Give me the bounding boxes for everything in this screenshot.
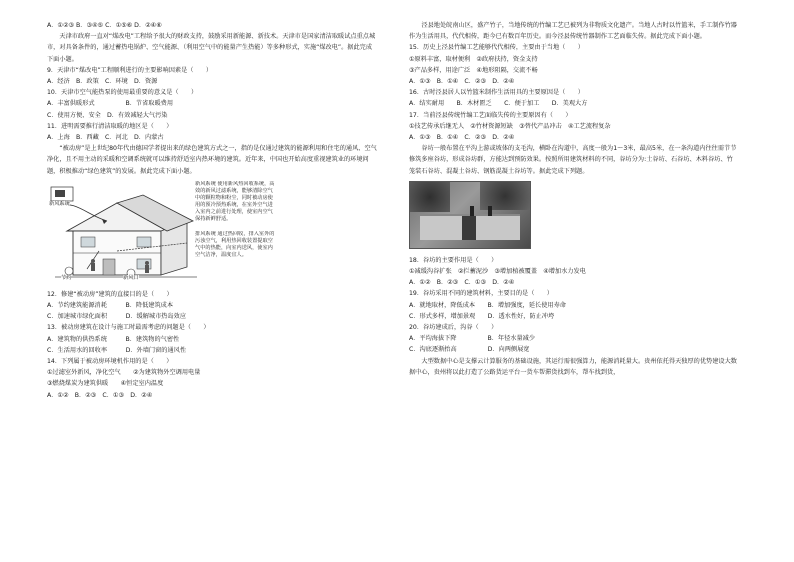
- question-line: C．形式多样，增加景观 D．透水性好，防止冲垮: [409, 312, 555, 320]
- question-line: 12．修建“被动房”建筑的直接目的是（ ）: [47, 290, 173, 298]
- bamboo-passage: 泾县地处皖南山区，盛产竹子，当地传统的竹编工艺已被列为非物质文化遗产。当地人古时以竹篮米，手工制作竹器作为生活用具，代代相传，距今已有数百年历史。而今泾县传统竹器制作工艺面临失传。据此完成下面小题。: [409, 22, 737, 41]
- question-line: C．沟底逐渐抬高 D．向两侧展宽: [409, 346, 530, 354]
- question-line: A．上海 B．西藏 C．河北 D．内蒙古: [47, 134, 164, 142]
- question-line: ③燃烧煤炭为建筑供暖 ④恒定室内温度: [47, 380, 164, 388]
- question-line: 11．进明需要推行清洁取暖的地区是（ ）: [47, 122, 173, 130]
- question-line: 16．古时泾县居人以竹篮米制作生活用具的主要原因是（ ）: [409, 89, 584, 97]
- passive-house-diagram: [47, 181, 277, 283]
- question-line: A．丰富供暖形式 B．节省取暖费用: [47, 100, 174, 108]
- check-dam-photo: [409, 181, 531, 249]
- answer-options-line: A．①②③ B．③④⑤ C．①⑤⑥ D．②④⑥: [47, 22, 162, 29]
- coal-to-electricity-passage: 天津市政府一直对“煤改电”工程给予很大的财政支持，鼓励采用新能源、新技术。天津市是国家清洁取暖试点重点城市，对具备条件的，通过蓄热电锅炉、空气能源、（利用空气中的能量产生热能）等多种形式，实施“煤改电”。据此完成下面小题。: [47, 33, 376, 63]
- question-line: 19．谷坊采用不同的建筑材料，主要目的是（ ）: [409, 290, 553, 298]
- question-line: 17．当前泾县传统竹编工艺面临失传的主要原因有（ ）: [409, 111, 572, 119]
- question-line: 18．谷坊的主要作用是（ ）: [409, 256, 498, 264]
- question-line: ③产品多样，用途广泛 ④地形阻隔，交流不畅: [409, 66, 538, 74]
- question-line: ①原料丰富，取材便利 ②政府扶持，资金支持: [409, 55, 538, 63]
- question-line: 9．天津市“煤改电”工程顺利进行的主要影响因素是（ ）: [47, 66, 213, 74]
- question-line: C．生活用水的回收率 D．外墙门窗的通风性: [47, 346, 187, 354]
- question-line: 13．被动房建筑在设计与施工时最需考虑的问题是（ ）: [47, 324, 210, 332]
- exhaust-callout: 排风系统 通过热回收，排入室外的污浊空气，利用热回收装置提取空气中的热能，向室内送风，使室内空气洁净，温度宜人。: [195, 231, 275, 275]
- right-column: [409, 20, 739, 378]
- question-line: A．①② B．②③ C．①③ D．②④: [409, 279, 515, 287]
- question-line: ①过滤室外新风，净化空气 ②为建筑物外空调用电量: [47, 369, 201, 377]
- question-line: A．节约建筑能源消耗 B．降低建筑成本: [47, 302, 174, 310]
- question-line: ①技艺传承后继无人 ②竹材资源短缺 ③替代产品冲击 ④工艺流程复杂: [409, 122, 611, 130]
- fresh-air-callout: 新风系统 使用新风热回收系统，高效的新风过滤系统，能够清除空气中的颗粒物和粉尘，同时被动房使用的预冷预热系统，在室外空气进入室内之前进行处理，使室内空气保持新鲜舒适。: [195, 181, 275, 227]
- question-line: A．就地取材，降低成本 B．增加强度，延长使用寿命: [409, 301, 566, 309]
- question-line: C．加速城市绿化面积 D．缓解城市热岛效应: [47, 313, 187, 321]
- question-line: A．经济 B．政策 C．环境 D．资源: [47, 78, 158, 86]
- question-line: A．①② B．②③ C．①③ D．②④: [47, 391, 153, 399]
- data-center-passage: 大型数据中心是支撑云计算服务的基础设施，其运行需很强算力，能源消耗量大。贵州依托得天独厚的优势建设大数据中心，贵州将以此打造了公路货运平台一货车帮滞货找到车，帮车找到货，: [409, 357, 737, 376]
- question-line: 10．天津市空气能热泵的使用最重要的意义是（ ）: [47, 89, 198, 97]
- question-line: A．建筑物的供热系统 B．建筑物的气密性: [47, 335, 180, 343]
- check-dam-passage: 谷坊一般布置在平沟上游或坡体的支毛沟，横卧在沟道中，高度一般为1～3米，最高5米，在一条沟道内往往需节节修筑多座谷坊，形成谷坊群，方能达到预防效果。按照所用建筑材料的不同，谷坊分为:土谷坊、石谷坊、木料谷坊、竹笼装石谷坊、混凝土谷坊、钢筋混凝土谷坊等。据此完成下列题。: [409, 145, 737, 175]
- left-column: [47, 20, 377, 401]
- question-line: 15．历史上泾县竹编工艺能够代代相传，主要由于当地（ ）: [409, 44, 584, 52]
- bottom-label-2: 新风口: [123, 274, 139, 281]
- question-line: ①减缓沟谷扩张 ②拦蓄泥沙 ③增加植被覆盖 ④增加水力发电: [409, 268, 586, 276]
- question-line: A．①③ B．①④ C．②③ D．②④: [409, 78, 515, 86]
- question-line: C．使用方便、安全 D．有效减轻大气污染: [47, 111, 168, 119]
- passive-house-passage: “被动房”是上世纪80年代由德国学者提出来的绿色建筑方式之一，指的是仅通过建筑的能源利用和住宅的通风、空气净化，且不用主动的采暖和空调系统就可以维持舒适室内热环境的建筑。近年来，中国也开始高度重视建筑业的环境问题，积极推动“绿色建筑”的发展。据此完成下面小题。: [47, 145, 377, 175]
- question-line: 14．下列属于被动房环境机作用的是（ ）: [47, 358, 173, 366]
- bottom-label-1: 节约: [61, 274, 72, 281]
- question-line: A．①③ B．①④ C．②③ D．②④: [409, 134, 515, 142]
- fresh-air-label: 新风系统: [49, 200, 70, 207]
- question-line: A．平均海拔下降 B．年径水量减少: [409, 335, 536, 343]
- question-line: 20．谷坊建成后，沟谷（ ）: [409, 324, 498, 332]
- question-line: A．结实耐用 B．木材匮乏 C．便于加工 D．美观大方: [409, 100, 588, 108]
